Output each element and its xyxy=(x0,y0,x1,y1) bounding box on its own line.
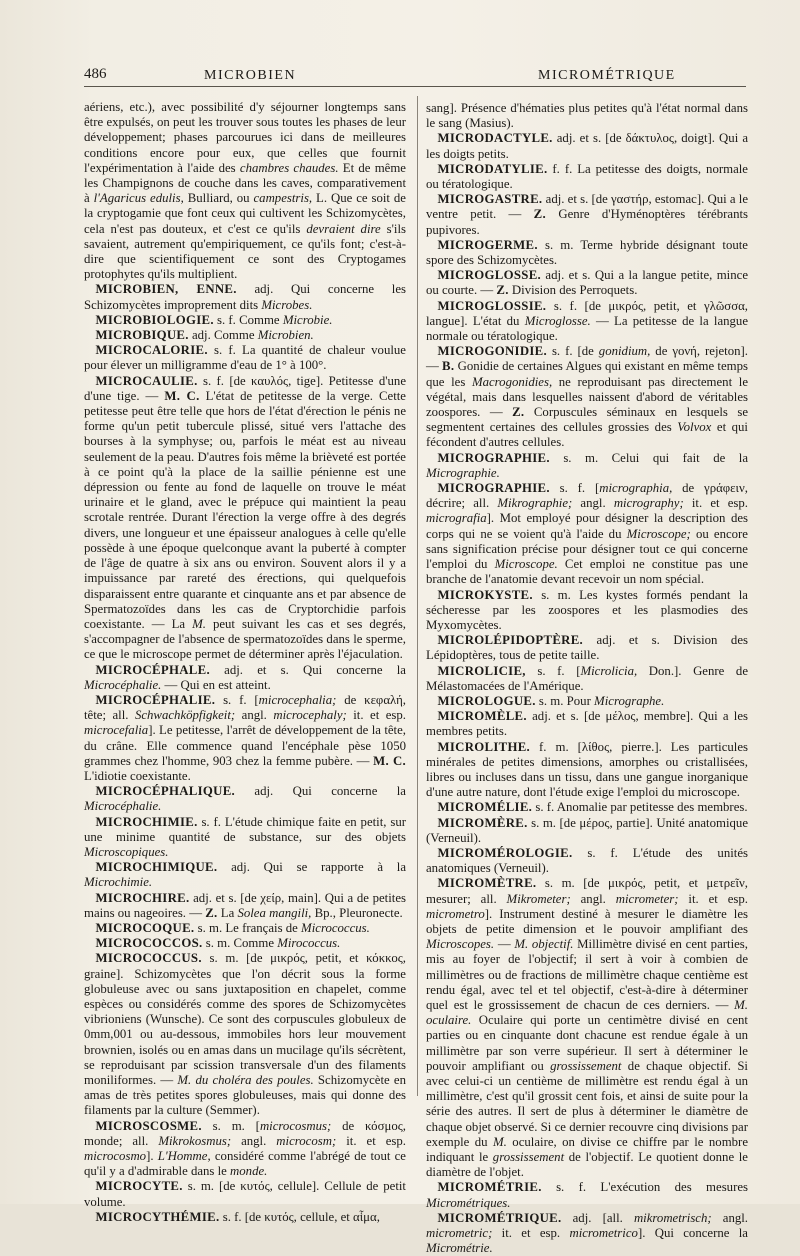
entry-text: Genre d'Hyménoptères térébrants pupivores. xyxy=(426,207,749,237)
entry-text: ]. Le petitesse, l'arrêt de développement de la tête, du crâne. Elle commence quand l'encéphale pèse 1050 grammes chez l'homme, 903 chez la femme pubère. — xyxy=(84,723,406,768)
entry-headword: MICROMÉROLOGIE. xyxy=(437,845,573,860)
italic-text: micrometro xyxy=(426,906,485,921)
italic-text: M. oculaire. xyxy=(426,997,748,1028)
dictionary-entry xyxy=(426,846,748,876)
entry-text: Bulliard, ou xyxy=(183,191,254,206)
entry-text: it. et esp. xyxy=(346,708,406,723)
entry-text: Oculaire qui porte un centimètre divisé en cent parties ou en cinquante dont chacune est rendue égale à un millimètre par son verre supérieur. Il sert à déterminer le pouvoir amplifiant ou xyxy=(426,1013,748,1073)
italic-text: Microscopes. xyxy=(426,937,495,952)
dictionary-entry xyxy=(84,891,406,921)
entry-text: et qui fécondent d'autres cellules. xyxy=(426,420,748,450)
entry-text: ou encore sans signification précise pour désigner tout ce qui concerne l'emploi du xyxy=(426,526,748,572)
entry-text: s. m. Le français de xyxy=(194,920,302,935)
italic-text: microcephalia; xyxy=(258,692,337,707)
italic-text: L'Homme, xyxy=(157,1149,211,1164)
dictionary-entry xyxy=(84,693,406,784)
italic-text: devraient dire xyxy=(306,221,381,236)
entry-text: ]. Mot employé pour désigner la description des corps qui ne se voient qu'à l'aide du xyxy=(426,511,748,541)
entry-text: s. m. Pour xyxy=(535,693,595,708)
italic-text: grossissement xyxy=(550,1058,622,1073)
entry-text: s. f. [ xyxy=(525,663,581,678)
dictionary-entry xyxy=(426,740,748,801)
entry-text: considéré comme l'abrégé de tout ce qu'il y a d'admirable dans le xyxy=(84,1149,406,1179)
italic-text: M. du choléra des poules. xyxy=(177,1073,314,1087)
dictionary-entry xyxy=(426,633,748,663)
entry-text: angl. xyxy=(711,1210,748,1225)
italic-text: microcosmo xyxy=(84,1149,147,1164)
dictionary-entry xyxy=(84,374,406,663)
entry-text: adj. et s. Division des Lépidoptères, tous de petite taille. xyxy=(426,633,748,663)
entry-headword: MICROMÉTRIE. xyxy=(437,1180,542,1195)
italic-text: Micrographie. xyxy=(426,465,500,480)
italic-text: Microscope; xyxy=(626,526,691,541)
italic-text: chambres chaudes. xyxy=(239,160,339,175)
dictionary-entry xyxy=(426,344,748,450)
italic-text: microcefalia xyxy=(84,723,149,738)
entry-headword: MICROGERME. xyxy=(437,237,538,252)
entry-headword: MICRODATYLIE. xyxy=(437,161,548,176)
entry-text: s. f. La quantité de chaleur voulue pour élever un milligramme d'eau de 1° à 100°. xyxy=(84,343,406,373)
entry-text: s. f. [de καυλός, tige]. Petitesse d'une d'une tige. — xyxy=(84,373,406,403)
entry-text: Bp., Pleuronecte. xyxy=(311,905,403,920)
italic-text: l'Agaricus edulis, xyxy=(93,191,184,206)
dictionary-entry xyxy=(84,343,406,373)
italic-text: grossissement xyxy=(492,1150,565,1165)
dictionary-entry xyxy=(426,268,748,298)
italic-text: Macrogonidies, xyxy=(471,374,553,389)
italic-text: Microbes. xyxy=(261,297,313,312)
entry-text: de γράφειν, décrire; all. xyxy=(426,481,748,511)
entry-headword: MICROMÈRE. xyxy=(437,815,528,830)
entry-text: ]. Instrument destiné à mesurer le diamètre les objets de petite dimension et le pouvoir amplifiant des xyxy=(426,906,748,936)
dictionary-entry xyxy=(84,784,406,814)
dictionary-entry xyxy=(426,816,748,846)
entry-headword: MICROGLOSSE. xyxy=(437,268,542,283)
entry-headword: MICRODACTYLE. xyxy=(437,131,553,146)
dictionary-entry xyxy=(426,1180,748,1210)
dictionary-entry xyxy=(426,481,748,587)
entry-headword: MICROCYTE. xyxy=(95,1179,183,1194)
entry-text: s. f. L'étude des unités anatomiques (Verneuil). xyxy=(426,845,748,876)
entry-headword: MICROCHIRE. xyxy=(95,890,190,905)
entry-text: s. f. [de κυτός, cellule, et αἷμα, xyxy=(219,1209,380,1224)
entry-text: L. Que ce soit de la cryptogamie que font ceux qui cultivent les Schizomycètes, cela n'est pas douteux, et c'est ce qu'ils xyxy=(84,191,406,236)
dictionary-entry xyxy=(426,192,748,238)
left-running-head: MICROBIEN xyxy=(204,68,297,83)
entry-headword: B. xyxy=(442,359,455,374)
dictionary-entry xyxy=(84,921,406,936)
dictionary-entry xyxy=(84,663,406,693)
entry-headword: Z. xyxy=(496,283,509,298)
entry-headword: MICROCYTHÉMIE. xyxy=(95,1209,220,1224)
column-divider xyxy=(417,96,418,1096)
continued-text xyxy=(426,101,748,131)
entry-text: adj. et s. Qui a la langue petite, mince ou courte. — xyxy=(426,268,748,298)
entry-text: it. et esp. xyxy=(683,496,748,511)
entry-text: s. m. [de μικρός, petit, et μετρεῖν, mesurer; all. xyxy=(426,876,748,906)
entry-text: adj. Comme xyxy=(188,328,258,343)
italic-text: microcosmus; xyxy=(259,1118,332,1133)
dictionary-entry xyxy=(84,815,406,861)
entry-headword: MICROCÉPHALE. xyxy=(95,662,210,677)
entry-headword: MICROBIQUE. xyxy=(95,328,189,343)
italic-text: micrometrico xyxy=(569,1226,638,1241)
italic-text: Microchimie. xyxy=(84,875,153,890)
entry-text: — Qui en est atteint. xyxy=(161,677,271,692)
italic-text: Microbien. xyxy=(257,328,314,343)
entry-text: de γονή, rejeton]. — xyxy=(426,344,748,374)
entry-text: angl. xyxy=(570,891,616,906)
entry-headword: MICROMÈLE. xyxy=(437,709,527,724)
italic-text: micrometer; xyxy=(615,891,679,906)
entry-text: s. m. Comme xyxy=(202,936,278,951)
dictionary-entry xyxy=(84,313,406,328)
entry-text: s. f. Anomalie par petitesse des membres. xyxy=(532,800,748,815)
entry-headword: MICROGLOSSIE. xyxy=(437,298,547,313)
entry-headword: M. C. xyxy=(164,388,200,403)
italic-text: Microscope. xyxy=(494,557,558,572)
entry-text: — La petitesse de la langue normale ou tératologique. xyxy=(426,313,748,344)
dictionary-entry xyxy=(426,588,748,634)
entry-text: adj. et s. Qui concerne la xyxy=(209,662,406,677)
italic-text: mikrometrisch; xyxy=(633,1210,712,1225)
entry-text: adj. Qui concerne les Schizomycètes improprement dits xyxy=(84,282,406,312)
entry-headword: MICROMÉTRIQUE. xyxy=(437,1210,562,1225)
entry-text: f. m. [λίθος, pierre.]. Les particules minérales de petites dimensions, amorphes ou cristallisées, libres ou incluses dans un tissu, dans une gangue inorganique d'une autre nature, dont l'étude exige l'emploi du microscope. xyxy=(426,739,748,800)
entry-headword: MICROLITHE. xyxy=(437,739,531,754)
dictionary-entry xyxy=(426,664,748,694)
italic-text: microcephaly; xyxy=(273,708,347,723)
italic-text: M. xyxy=(493,1134,507,1149)
entry-text: aériens, etc.), avec possibilité d'y séjourner longtemps sans être expulsés, on peut les trouver sous toutes les phases de leur développement; phases parcourues ici dans de meilleures conditions encore pour eux, que celles que fournit l'expérimentation à l'aide des xyxy=(84,100,406,175)
italic-text: Microbie. xyxy=(282,312,333,327)
entry-text: adj. [all. xyxy=(561,1210,634,1225)
dictionary-entry xyxy=(426,694,748,709)
entry-text: s. f. [de μικρός, petit, et γλῶσσα, langue]. L'état du xyxy=(426,298,748,328)
italic-text: Mikrokosmus; xyxy=(158,1133,232,1148)
entry-text: — xyxy=(494,937,515,952)
entry-headword: MICROCHIMIE. xyxy=(95,814,198,829)
entry-headword: MICROMÉLIE. xyxy=(437,800,533,815)
entry-text: ]. xyxy=(146,1149,158,1164)
entry-text: s. f. L'exécution des mesures xyxy=(541,1180,748,1195)
italic-text: Microglosse. xyxy=(524,313,591,328)
italic-text: Microcéphalie. xyxy=(84,677,162,692)
entry-text: angl. xyxy=(231,1133,277,1148)
entry-headword: MICROGRAPHIE. xyxy=(437,481,550,496)
entry-text: peut suivant les cas et ses degrés, s'accompagner de l'absence de spermatozoïdes dans le sperme, ce que le microscope permet de déterminer après l'éjaculation. xyxy=(84,616,407,662)
italic-text: M. xyxy=(192,616,206,631)
dictionary-entry xyxy=(84,951,406,1118)
dictionary-entry xyxy=(84,282,406,312)
entry-text: s. m. [de μέρος, partie]. Unité anatomique (Verneuil). xyxy=(426,815,748,845)
right-column xyxy=(426,101,748,1256)
italic-text: Schwachköpfigkeit; xyxy=(134,708,236,723)
entry-headword: M. C. xyxy=(373,753,407,768)
italic-text: M. objectif. xyxy=(514,937,574,952)
entry-headword: MICROCOCCUS. xyxy=(95,951,202,966)
italic-text: monde. xyxy=(230,1164,268,1179)
entry-text: s. f. L'étude chimique faite en petit, sur une minime quantité de substance, sur des objets xyxy=(84,814,406,844)
entry-text: ne reproduisant pas directement le végétal, mais dans lesquelles naissent d'abord de véritables zoospores. — xyxy=(426,374,748,420)
italic-text: Micrométrie. xyxy=(426,1241,493,1256)
entry-text: La xyxy=(217,905,238,920)
italic-text: micrografia xyxy=(426,511,487,526)
italic-text: Micrographe. xyxy=(594,693,665,708)
entry-text: it. et esp. xyxy=(678,891,748,906)
entry-text: oculaire, on divise ce chiffre par le nombre indiquant le xyxy=(426,1134,748,1165)
entry-text: Corpuscules séminaux en lesquels se segmentent certaines des cellules grossies des xyxy=(426,405,748,435)
entry-headword: MICROMÈTRE. xyxy=(437,876,537,891)
left-column xyxy=(84,100,406,1225)
dictionary-entry xyxy=(426,299,748,345)
italic-text: Volvox xyxy=(677,420,712,435)
entry-text: s. f. Comme xyxy=(213,312,283,327)
entry-text: f. f. La petitesse des doigts, normale ou tératologique. xyxy=(426,161,748,192)
entry-headword: MICROCAULIE. xyxy=(95,373,198,388)
entry-text: adj. et s. [de γαστήρ, estomac]. Qui a le ventre petit. — xyxy=(426,192,748,222)
italic-text: Mirococcus. xyxy=(277,936,341,951)
entry-text: Don.]. Genre de Mélastomacées de l'Amérique. xyxy=(426,663,748,693)
entry-text: s. m. [ xyxy=(201,1118,260,1133)
italic-text: Micrométriques. xyxy=(426,1195,511,1210)
entry-text: s. f. [ xyxy=(215,692,259,707)
header-rule xyxy=(84,86,746,87)
entry-headword: MICROGONIDIE. xyxy=(437,344,547,359)
dictionary-entry xyxy=(84,936,406,951)
entry-text: de κόσμος, monde; all. xyxy=(84,1118,406,1148)
right-running-head: MICROMÉTRIQUE xyxy=(538,68,676,83)
entry-headword: Z. xyxy=(205,905,218,920)
running-header xyxy=(84,62,746,86)
entry-text: Gonidie de certaines Algues qui existant en même temps que les xyxy=(426,359,748,389)
italic-text: Mikrometer; xyxy=(506,891,571,906)
entry-headword: Z. xyxy=(533,207,547,222)
dictionary-entry xyxy=(426,131,748,161)
entry-text: angl. xyxy=(235,708,274,723)
italic-text: gonidium, xyxy=(598,344,651,359)
entry-text: it. et esp. xyxy=(336,1133,406,1148)
entry-text: s. m. [de μικρός, petit, et κόκκος, graine]. Schizomycètes que l'on décrit sous la forme globuleuse avec ou sans juxtaposition en chapelet, comme espèces ou considérés comme des spores de Schizomycètes vibrioniens (Wunsche). Ce sont des corpuscules globuleux de 0mm,001 ou au-dessous, immobiles hors leur mouvement brownien, isolés ou en amas dans un mucilage qu'ils sécrètent, se reproduisant par scission transversale d'un des filaments moniliformes. — xyxy=(84,951,406,1087)
entry-headword: MICROCALORIE. xyxy=(95,343,208,358)
italic-text: Microcéphalie. xyxy=(84,799,162,814)
italic-text: micrography; xyxy=(613,496,684,511)
italic-text: campestris, xyxy=(253,191,313,206)
entry-text: sang]. Présence d'hématies plus petites qu'à l'état normal dans le sang (Masius). xyxy=(426,101,748,131)
dictionary-entry xyxy=(426,1211,748,1256)
entry-headword: MICROCOQUE. xyxy=(95,920,195,935)
page-number: 486 xyxy=(84,66,107,82)
entry-headword: MICROCOCCOS. xyxy=(95,936,203,951)
entry-headword: MICROLOGUE. xyxy=(437,693,536,708)
entry-text: Millimètre divisé en cent parties, mis au foyer de l'objectif; il sert à voir à combien de millimètres ou de fractions de millimètre chaque centième est rendu égal, avec tel et tel objectif, c'est-à-dire à déterminer quel est le grossissement de chacun de ces derniers. — xyxy=(426,937,748,1012)
entry-text: s. m. [de κυτός, cellule]. Cellule de petit volume. xyxy=(84,1179,406,1209)
entry-text: Et de même les Champignons de couche dans les caves, comparativement à xyxy=(84,160,406,206)
continued-text xyxy=(84,100,406,282)
entry-text: s. m. Terme hybride désignant toute spore des Schizomycètes. xyxy=(426,237,748,268)
entry-text: it. et esp. xyxy=(492,1226,570,1241)
dictionary-entry xyxy=(426,709,748,739)
entry-text: s. f. [ xyxy=(549,481,600,496)
entry-text: Cet emploi ne constitue pas une branche de l'anatomie devant recevoir un nom spécial. xyxy=(426,557,748,587)
entry-headword: MICROGASTRE. xyxy=(437,192,543,207)
entry-text: de κεφαλή, tête; all. xyxy=(84,692,407,723)
entry-text: adj. et s. [de δάκτυλος, doigt]. Qui a les doigts petits. xyxy=(426,131,748,161)
dictionary-entry xyxy=(426,238,748,268)
entry-text: s'ils savaient, autrement qu'empiriquement, ce qu'ils font; c'est-à-dire que scientifiquement ce sont des Cryptogames protophytes qu'ils multiplient. xyxy=(84,221,406,282)
dictionary-entry xyxy=(84,328,406,343)
italic-text: Microscopiques. xyxy=(84,844,169,859)
italic-text: Microlicia, xyxy=(580,663,638,678)
entry-headword: Z. xyxy=(512,405,525,420)
dictionary-entry xyxy=(84,1210,406,1225)
entry-text: de chaque objectif. Si avec celui-ci un centième de millimètre est rendu égal à un millimètre, c'est qu'il grossit cent fois, et ainsi de suite pour la série des autres. Il sert de plus à déterminer le diamètre de chaque objet observé. Si ce dernier recouvre cinq divisions par exemple du xyxy=(426,1058,748,1149)
italic-text: Solea mangili, xyxy=(237,905,312,920)
entry-text: s. m. Les kystes formés pendant la sécheresse par les zoospores et les plasmodies des Myxomycètes. xyxy=(426,587,748,632)
entry-headword: MICROCÉPHALIE. xyxy=(95,692,216,707)
italic-text: micrographia, xyxy=(599,481,673,496)
italic-text: microcosm; xyxy=(276,1133,337,1148)
entry-text: adj. et s. [de μέλος, membre]. Qui a les membres petits. xyxy=(426,709,748,739)
entry-headword: MICROLÉPIDOPTÈRE. xyxy=(437,633,584,648)
entry-headword: MICROCHIMIQUE. xyxy=(95,860,218,875)
entry-text: adj. Qui concerne la xyxy=(235,784,406,799)
entry-text: s. f. [de xyxy=(547,344,599,359)
entry-text: L'idiotie coexistante. xyxy=(84,768,191,783)
entry-text: angl. xyxy=(572,496,614,511)
entry-headword: MICROKYSTE. xyxy=(437,587,533,602)
dictionary-entry xyxy=(84,860,406,890)
italic-text: micrometric; xyxy=(426,1226,493,1241)
entry-headword: MICROBIEN, ENNE. xyxy=(95,282,237,297)
entry-text: Division des Perroquets. xyxy=(508,283,638,298)
entry-text: L'état de petitesse de la verge. Cette petitesse peut être telle que hors de l'état d'érection le pénis ne forme qu'un petit tubercule plissé, situé vers l'attache des bourses à la symphyse; ou, parfois le méat est au niveau seulement de la peau. D'autres fois même la brièveté est portée à ce point qu'à la place de la saillie pénienne est une dépression ou fente au fond de laquelle on trouve le méat urinaire et le gland, avec le prépuce qui maintient la peau scrotale rentrée. Durant l'érection la verge offre à des degrés divers, une longueur et une épaisseur analogues à celle qu'elle possède à une époque quelconque avant la puberté à compter de l'âge de quatre à six ans ou environ. Souvent alors il y a impuissance par rareté des érections, qui quelquefois disparaissent entre quarante et cinquante ans et par absence de Spermatozoïdes dans les cas de Cryptorchidie parfois coexistante. — La xyxy=(84,388,406,631)
entry-text: adj. et s. [de χείρ, main]. Qui a de petites mains ou nageoires. — xyxy=(84,890,406,920)
entry-text: adj. Qui se rapporte à la xyxy=(217,860,406,875)
entry-headword: MICROLICIE, xyxy=(437,663,526,678)
italic-text: Micrococcus. xyxy=(301,920,370,935)
dictionary-entry xyxy=(426,451,748,481)
entry-headword: MICROBIOLOGIE. xyxy=(95,312,214,327)
entry-text: ]. Qui concerne la xyxy=(637,1226,748,1241)
dictionary-entry xyxy=(84,1179,406,1209)
italic-text: Mikrographie; xyxy=(497,496,573,511)
entry-headword: MICROSCOSME. xyxy=(95,1118,202,1133)
dictionary-entry xyxy=(426,876,748,1180)
entry-text: s. m. Celui qui fait de la xyxy=(549,450,748,465)
entry-headword: MICROGRAPHIE. xyxy=(437,450,550,465)
entry-headword: MICROCÉPHALIQUE. xyxy=(95,784,236,799)
dictionary-entry xyxy=(84,1119,406,1180)
entry-text: de l'objectif. Le quotient donne le diamètre de l'objet. xyxy=(426,1150,748,1180)
dictionary-entry xyxy=(426,162,748,192)
dictionary-entry xyxy=(426,800,748,815)
entry-text: Schizomycète en amas de très petites spores globuleuses, mais qui donne des filaments par la culture (Semmer). xyxy=(84,1073,406,1118)
